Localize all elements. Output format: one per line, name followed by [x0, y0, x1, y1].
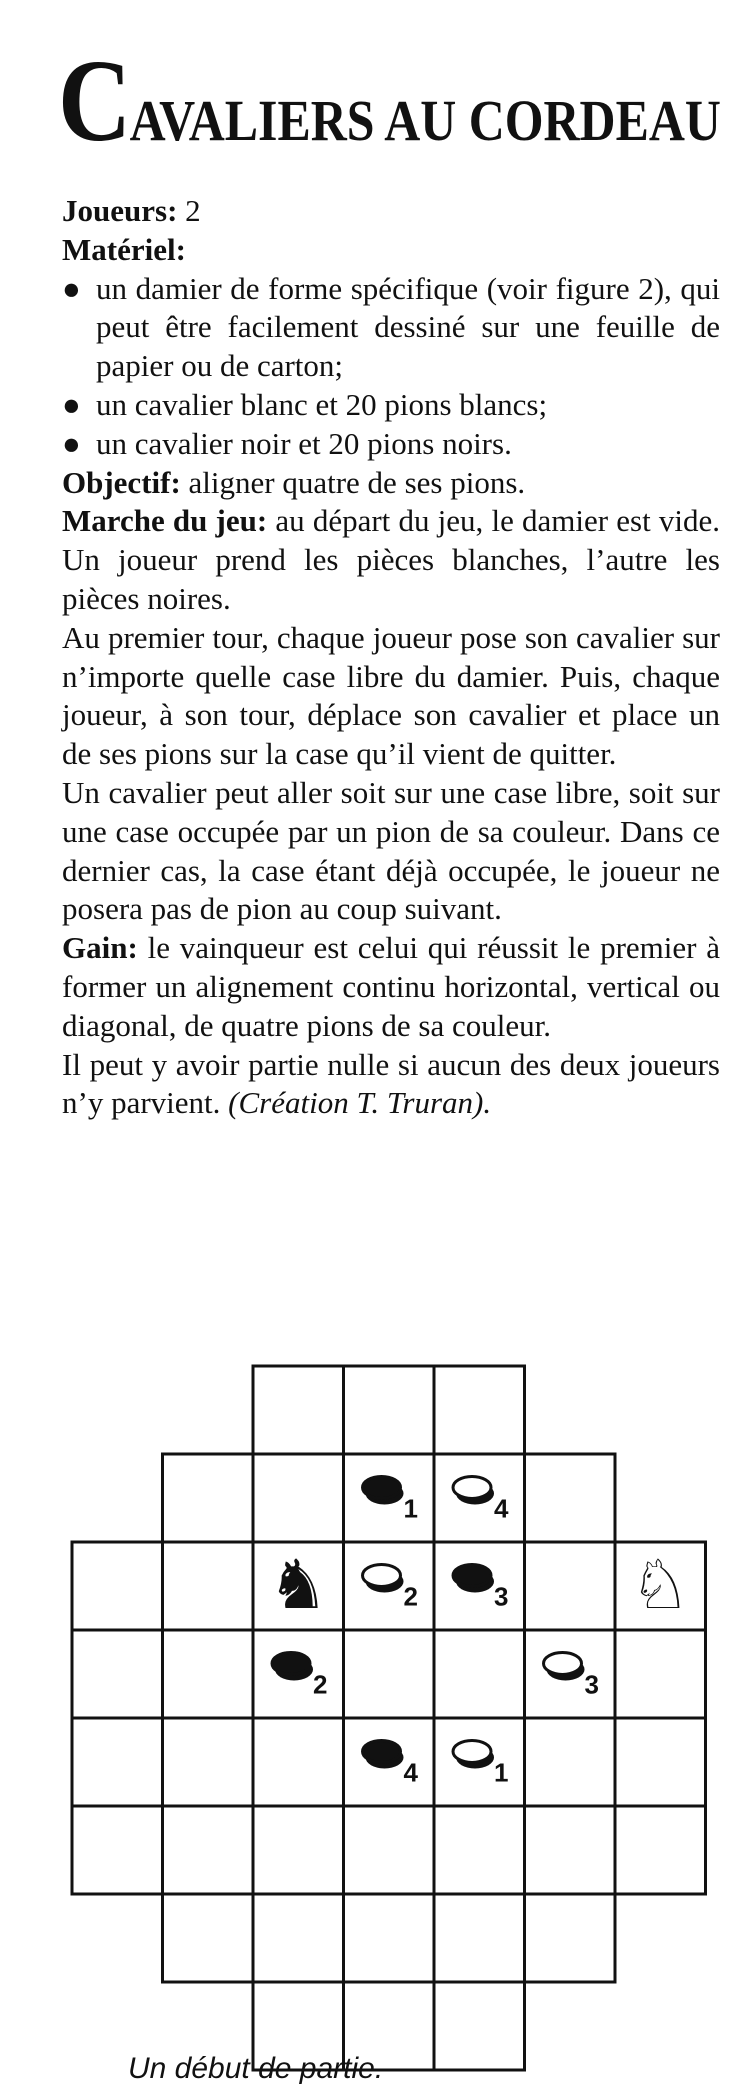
board-cell [163, 1542, 254, 1630]
pawn-top [363, 1564, 401, 1586]
figure-caption: Un début de partie. [128, 2052, 384, 2085]
pawn-top [453, 1564, 491, 1586]
black-knight-icon: ♞ [267, 1546, 329, 1625]
move-number: 2 [403, 1581, 418, 1612]
board-cell [344, 1366, 435, 1454]
title-rest: AVALIERS AU CORDEAU [129, 88, 721, 153]
board-cell [253, 1718, 344, 1806]
board-cell [253, 1366, 344, 1454]
material-item-text: un cavalier noir et 20 pions noirs. [96, 425, 512, 461]
material-item-text: un cavalier blanc et 20 pions blancs; [96, 386, 548, 422]
board-cell [525, 1806, 616, 1894]
board-cell [72, 1806, 163, 1894]
knight-move-paragraph: Un cavalier peut aller soit sur une case libre, soit sur une case occupée par un pion de sa couleur. Dans ce dernier cas, la case étant déjà occupée, le joueur ne posera pas de pion au coup suivant. [62, 774, 720, 927]
move-number: 1 [494, 1757, 509, 1788]
white-knight-icon: ♘ [629, 1546, 691, 1625]
board-cell [615, 1718, 706, 1806]
move-number: 3 [494, 1581, 509, 1612]
pawn-top [363, 1476, 401, 1498]
board-cell [163, 1718, 254, 1806]
board-cell [72, 1630, 163, 1718]
board-cell [72, 1542, 163, 1630]
players-label: Joueurs: [62, 193, 178, 228]
material-item-text: un damier de forme spécifique (voir figure 2), qui peut être facilement dessiné sur une feuille de papier ou de carton; [96, 270, 720, 384]
pawn-top [544, 1652, 582, 1674]
win-text: le vainqueur est celui qui réussit le premier à former un alignement continu horizontal, vertical ou diagonal, de quatre pions de sa couleur. [62, 930, 721, 1043]
bullet-icon: ● [62, 425, 81, 461]
board-cell [434, 1366, 525, 1454]
material-label: Matériel: [62, 231, 186, 267]
board-cell [525, 1454, 616, 1542]
move-number: 4 [494, 1493, 509, 1524]
pawn-top [453, 1740, 491, 1762]
draw-text: Il peut y avoir partie nulle si aucun des deux joueurs n’y parvient. [62, 1046, 720, 1121]
board-cell [163, 1894, 254, 1982]
board-cell [344, 1894, 435, 1982]
board-cell [615, 1806, 706, 1894]
board-cell [163, 1454, 254, 1542]
win-label: Gain: [62, 930, 138, 966]
board-cell [344, 1806, 435, 1894]
board-cell [163, 1806, 254, 1894]
play-label: Marche du jeu: [62, 503, 268, 539]
board-cell [253, 1806, 344, 1894]
objective-label: Objectif: [62, 464, 181, 500]
bullet-icon: ● [62, 386, 81, 422]
board-cell [525, 1894, 616, 1982]
move-number: 2 [313, 1669, 328, 1700]
board-cell [434, 1982, 525, 2070]
board-cell [525, 1718, 616, 1806]
board-cell [253, 1454, 344, 1542]
pawn-top [363, 1740, 401, 1762]
move-number: 1 [403, 1493, 418, 1524]
board-cell [344, 1630, 435, 1718]
board-cell [434, 1630, 525, 1718]
credit-text: (Création T. Truran). [228, 1085, 492, 1121]
board-cell [163, 1630, 254, 1718]
title-initial: C [58, 35, 130, 166]
move-number: 4 [403, 1757, 418, 1788]
board-cell [253, 1894, 344, 1982]
players-value: 2 [185, 193, 201, 228]
pawn-top [272, 1652, 310, 1674]
board-cell [434, 1806, 525, 1894]
play-text: au départ du jeu, le damier est vide. Un joueur prend les pièces blanches, l’autre les pièces noires. [62, 503, 720, 616]
objective-text: aligner quatre de ses pions. [188, 464, 526, 500]
move-number: 3 [584, 1669, 599, 1700]
pawn-top [453, 1476, 491, 1498]
board-cell [525, 1542, 616, 1630]
board-cell [72, 1718, 163, 1806]
first-turn-paragraph: Au premier tour, chaque joueur pose son cavalier sur n’importe quelle case libre du damier. Puis, chaque joueur, à son tour, déplace son cavalier et place un de ses pions sur la case qu’il vient de quitter. [62, 619, 720, 772]
board-cell [615, 1630, 706, 1718]
board-cell [434, 1894, 525, 1982]
bullet-icon: ● [62, 270, 81, 306]
